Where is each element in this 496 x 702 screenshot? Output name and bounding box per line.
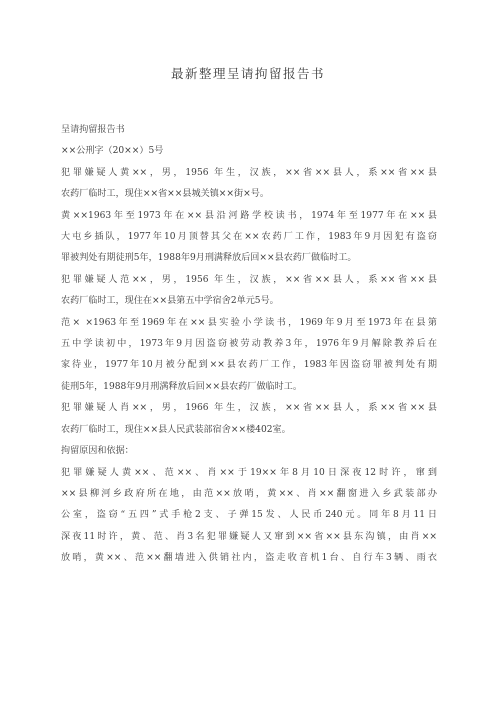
body-line: 家待业，1977年10月被分配到××县农药厂工作，1983年因盗窃罪被判处有期 [61,360,437,371]
body-line: 农药厂临时工，现住在××县第五中学宿舍2单元5号。 [61,296,279,307]
body-line: 徒刑5年，1988年9月刑满释放后回××县农药厂做临时工。 [61,381,302,392]
body-line: 犯罪嫌疑人黄××、范××、肖××于19××年8月10日深夜12时许，窜到 [61,467,437,478]
body-line: 犯罪嫌疑人黄××，男，1956 年生，汉族，××省××县人，系××省××县 [61,167,437,178]
body-line: 大屯乡插队，1977年10月顶替其父在××农药厂工作，1983年9月因犯有盗窃 [61,232,437,243]
body-line: 深夜11时许，黄、范、肖3名犯罪嫌疑人又窜到××省××县东沟镇，由肖×× [61,531,437,542]
body-line: 犯罪嫌疑人肖××，男，1966 年生，汉族，××省××县人，系××省××县 [61,403,437,414]
body-line: 农药厂临时工，现住××县人民武装部宿舍××楼402室。 [61,424,291,435]
body-line: ××公刑字（20××）5号 [61,146,164,157]
body-line: 呈请拘留报告书 [61,125,125,135]
document-body [61,120,437,570]
body-line: 五中学读初中，1973年9月因盗窃被劳动教养3年，1976年9月解除教养后在 [61,339,437,350]
body-line: ××县柳河乡政府所在地，由范××放哨，黄××、肖××翻窗进入乡武装部办 [61,488,437,499]
body-line: 农药厂临时工，现住××省××县城关镇××街×号。 [61,189,269,200]
body-line: 罪被判处有期徒刑5年，1988年9月刑满释放后回××县农药厂做临时工。 [61,253,357,264]
body-line: 范× ×1963年至1969年在××县实验小学读书，1969年9月至1973年在县第 [61,317,437,328]
body-line: 拘留原因和依据： [61,446,134,457]
body-line: 公室，盗窃“五四”式手枪2支、子弹15发、人民币240元。同年8月11日 [61,510,437,521]
body-line: 放哨，黄××、范××翻墙进入供销社内，盗走收音机1台、自行车3辆、雨衣 [61,553,437,564]
body-line: 黄××1963年至1973年在××县沿河路学校读书，1974年至1977年在××县 [61,210,437,221]
body-line: 犯罪嫌疑人范××，男，1956 年生，汉族，××省××县人，系××省××县 [61,274,437,285]
document-title: 最新整理呈请拘留报告书 [170,66,325,81]
